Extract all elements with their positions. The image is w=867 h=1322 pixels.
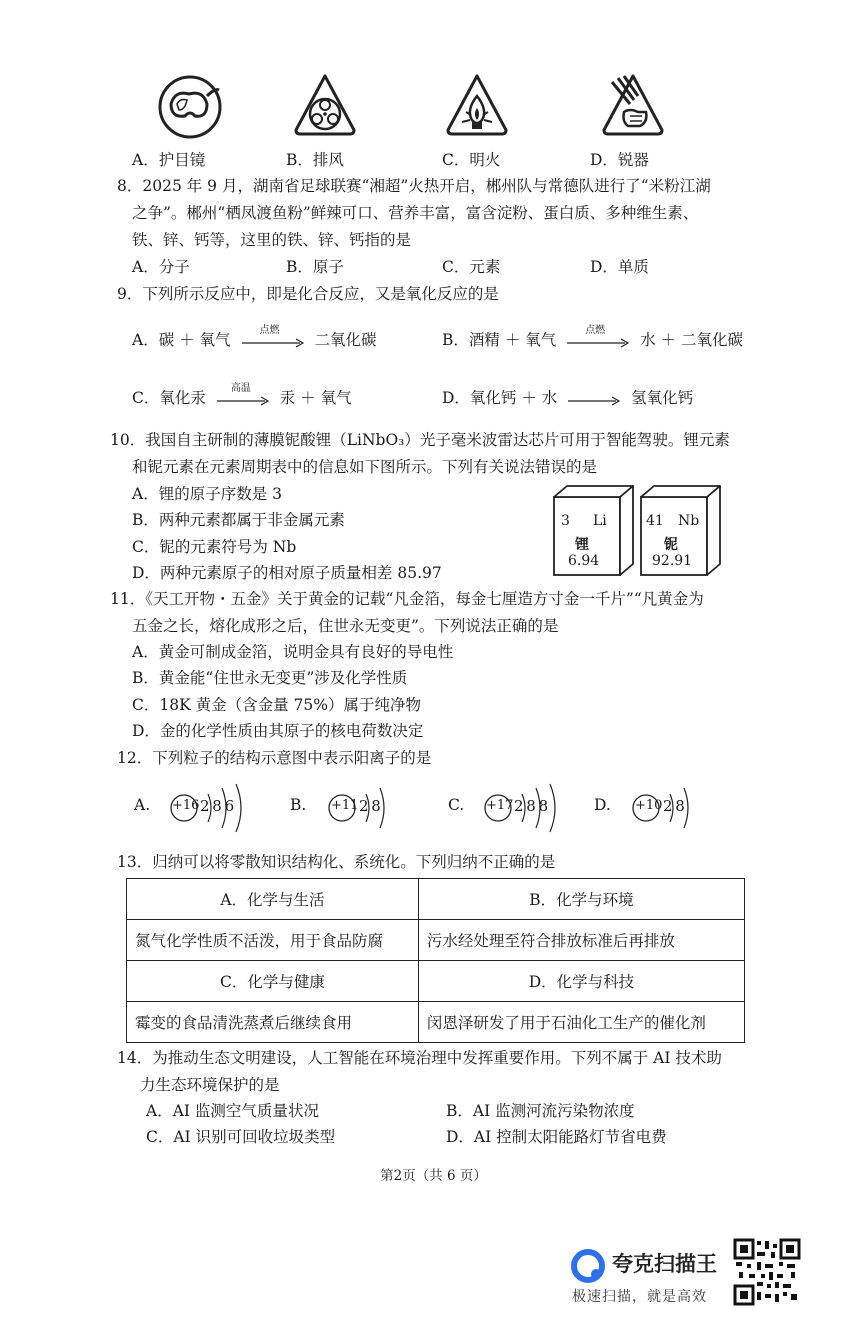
q7-option-b: B．排风 — [286, 151, 344, 169]
goggles-icon — [155, 72, 225, 146]
q7-option-c: C．明火 — [442, 151, 501, 169]
q13-stem: 13．归纳可以将零散知识结构化、系统化。下列归纳不正确的是 — [117, 853, 556, 871]
nb-atomic-number: 41 — [646, 513, 664, 529]
q8-line-3: 铁、锌、钙等，这里的铁、锌、钙指的是 — [132, 231, 412, 249]
q9-a-product: 二氧化碳 — [314, 331, 377, 349]
q8-line-2: 之争”。郴州“栖凤渡鱼粉”鲜辣可口、营养丰富，富含淀粉、蛋白质、多种维生素、 — [132, 204, 699, 222]
q12-c-letter: C. — [448, 796, 465, 814]
table-row — [127, 961, 745, 1002]
q12-c-shells: 2 8 8 — [514, 797, 548, 815]
q9-c-reactants: C．氧化汞 — [132, 389, 206, 407]
q9-d-reactants: D．氧化钙 ＋ 水 — [442, 389, 558, 407]
li-symbol: Li — [593, 513, 607, 529]
q11-line-2: 五金之长，熔化成形之后，住世永无变更”。下列说法正确的是 — [132, 617, 559, 635]
nb-symbol: Nb — [678, 513, 700, 529]
q10-line-1: 10．我国自主研制的薄膜铌酸锂（LiNbO₃）光子毫米波雷达芯片可用于智能驾驶。锂元素 — [110, 431, 730, 449]
brand-name: 夸克扫描王 — [612, 1252, 717, 1276]
reaction-arrow-icon — [565, 325, 631, 349]
li-atomic-number: 3 — [561, 513, 570, 529]
table-cell: 闵恩泽研发了用于石油化工生产的催化剂 — [418, 1002, 744, 1043]
q8-line-1: 8．2025 年 9 月，湖南省足球联赛“湘超”火热开启，郴州队与常德队进行了“米粉江湖 — [117, 177, 711, 195]
table-cell: 氮气化学性质不活泼，用于食品防腐 — [127, 920, 419, 961]
q12-d-letter: D. — [594, 796, 611, 814]
q9-stem: 9．下列所示反应中，即是化合反应，又是氧化反应的是 — [117, 285, 499, 303]
q8-option-b: B．原子 — [286, 258, 344, 276]
q9-c-condition: 高温 — [230, 383, 251, 394]
table-row — [127, 920, 745, 961]
reaction-arrow-icon — [566, 391, 622, 407]
nb-mass: 92.91 — [652, 553, 693, 569]
li-mass: 6.94 — [568, 553, 600, 569]
q11-option-c: C．18K 黄金（含金量 75%）属于纯净物 — [132, 696, 421, 714]
q14-option-b: B．AI 监测河流污染物浓度 — [446, 1102, 635, 1120]
q12-b-letter: B. — [290, 796, 307, 814]
q9-option-c — [132, 383, 352, 408]
nb-name: 铌 — [664, 537, 678, 553]
flame-icon — [444, 72, 510, 142]
q14-line-2: 力生态环境保护的是 — [140, 1076, 280, 1094]
q14-option-c: C．AI 识别可回收垃圾类型 — [146, 1128, 336, 1146]
q11-option-b: B．黄金能“住世永无变更”涉及化学性质 — [132, 669, 408, 687]
q9-b-reactants: B．酒精 ＋ 氧气 — [442, 331, 557, 349]
q10-option-a: A．锂的原子序数是 3 — [132, 485, 282, 503]
page-number: 第2页（共 6 页） — [380, 1168, 487, 1184]
fan-icon — [292, 72, 358, 142]
q9-option-b — [442, 325, 743, 350]
q8-option-d: D．单质 — [590, 258, 649, 276]
q12-a-nucleus: +16 — [172, 798, 200, 813]
q12-a-shells: 2 8 6 — [200, 797, 234, 815]
q9-a-condition: 点燃 — [259, 325, 280, 336]
q12-d-shells: 2 8 — [663, 797, 684, 815]
q9-c-product: 汞 ＋ 氧气 — [279, 389, 352, 407]
table-cell: B．化学与环境 — [418, 879, 744, 920]
q8-option-c: C．元素 — [442, 258, 501, 276]
q9-b-product: 水 ＋ 二氧化碳 — [640, 331, 743, 349]
q9-d-product: 氢氧化钙 — [631, 389, 694, 407]
q13-table — [126, 878, 745, 1043]
q12-stem: 12．下列粒子的结构示意图中表示阳离子的是 — [117, 749, 432, 767]
table-row — [127, 879, 745, 920]
qr-code-icon — [733, 1238, 801, 1306]
q8-option-a: A．分子 — [132, 258, 190, 276]
brand-slogan: 极速扫描，就是高效 — [572, 1289, 707, 1305]
q12-b-shells: 2 8 — [359, 797, 380, 815]
table-cell: 霉变的食品清洗蒸煮后继续食用 — [127, 1002, 419, 1043]
q9-option-d — [442, 386, 693, 408]
q7-option-a: A．护目镜 — [132, 151, 206, 169]
q14-option-d: D．AI 控制太阳能路灯节省电费 — [446, 1128, 667, 1146]
q12-b-nucleus: +11 — [331, 798, 359, 813]
table-cell: C．化学与健康 — [127, 961, 419, 1002]
q7-option-d: D．锐器 — [590, 151, 649, 169]
sharp-object-icon — [600, 72, 666, 142]
table-cell: A．化学与生活 — [127, 879, 419, 920]
q10-option-b: B．两种元素都属于非金属元素 — [132, 511, 345, 529]
q11-option-d: D．金的化学性质由其原子的核电荷数决定 — [132, 722, 424, 740]
q14-line-1: 14．为推动生态文明建设，人工智能在环境治理中发挥重要作用。下列不属于 AI 技术助 — [117, 1049, 722, 1067]
q10-option-c: C．铌的元素符号为 Nb — [132, 538, 297, 556]
q10-line-2: 和铌元素在元素周期表中的信息如下图所示。下列有关说法错误的是 — [132, 458, 598, 476]
q11-line-1: 11．《天工开物・五金》关于黄金的记载“凡金箔，每金七厘造方寸金一千片”“凡黄金为 — [110, 590, 704, 608]
q14-option-a: A．AI 监测空气质量状况 — [146, 1102, 319, 1120]
reaction-arrow-icon — [240, 325, 306, 349]
li-name: 锂 — [575, 537, 589, 553]
q9-b-condition: 点燃 — [585, 325, 606, 336]
quark-logo-icon — [570, 1248, 606, 1284]
reaction-arrow-icon — [215, 383, 271, 407]
q9-a-reactants: A．碳 ＋ 氧气 — [132, 331, 231, 349]
q12-c-nucleus: +17 — [486, 798, 514, 813]
table-row — [127, 1002, 745, 1043]
q10-option-d: D．两种元素原子的相对原子质量相差 85.97 — [132, 564, 442, 582]
q12-a-letter: A. — [134, 796, 151, 814]
q12-d-nucleus: +10 — [635, 798, 663, 813]
table-cell: D．化学与科技 — [418, 961, 744, 1002]
q9-option-a — [132, 325, 377, 350]
table-cell: 污水经处理至符合排放标准后再排放 — [418, 920, 744, 961]
q11-option-a: A．黄金可制成金箔，说明金具有良好的导电性 — [132, 643, 454, 661]
